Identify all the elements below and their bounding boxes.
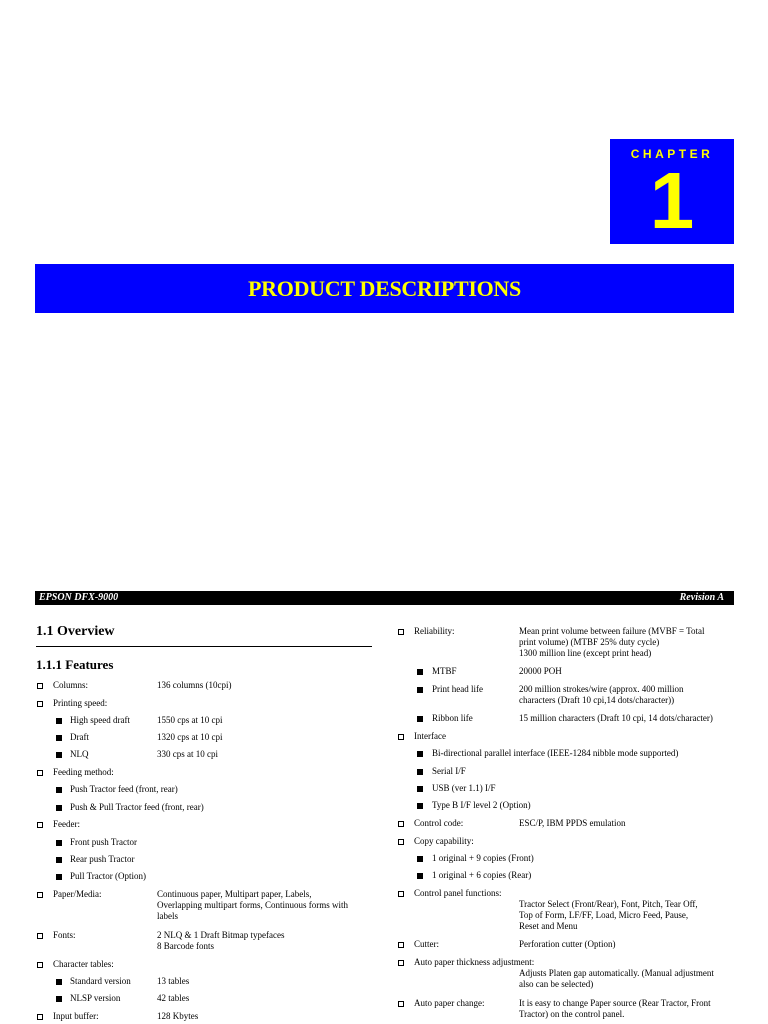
checkbox-bullet-icon: [37, 933, 43, 939]
feature-value: 1550 cps at 10 cpi: [157, 715, 223, 725]
feature-label: Rear push Tractor: [70, 854, 135, 864]
feature-label: Columns:: [53, 680, 89, 690]
square-bullet-icon: [56, 787, 62, 793]
feature-label: Fonts:: [53, 930, 76, 940]
subsection-heading: 1.1.1 Features: [36, 657, 114, 672]
section-rule: [36, 646, 372, 647]
feature-label: Reliability:: [414, 626, 455, 636]
feature-value: print volume) (MTBF 25% duty cycle): [519, 637, 660, 647]
checkbox-bullet-icon: [398, 942, 404, 948]
square-bullet-icon: [56, 979, 62, 985]
square-bullet-icon: [56, 996, 62, 1002]
feature-label: Control code:: [414, 818, 464, 828]
chapter-badge: [610, 139, 734, 244]
feature-value: Overlapping multipart forms, Continuous forms with: [157, 900, 348, 910]
feature-label: Cutter:: [414, 939, 439, 949]
checkbox-bullet-icon: [398, 821, 404, 827]
feature-label: Interface: [414, 731, 446, 741]
feature-value: 128 Kbytes: [157, 1011, 199, 1021]
header-product: EPSON DFX-9000: [39, 592, 119, 603]
feature-label: Push Tractor feed (front, rear): [70, 784, 178, 794]
feature-value: also can be selected): [519, 979, 594, 989]
chapter-number: 1: [649, 156, 695, 245]
running-header: [35, 591, 734, 605]
feature-label: NLQ: [70, 749, 89, 759]
feature-label: Feeder:: [53, 819, 80, 829]
feature-value: 200 million strokes/wire (approx. 400 million: [519, 684, 684, 694]
feature-value: 2 NLQ & 1 Draft Bitmap typefaces: [157, 930, 285, 940]
feature-value: 20000 POH: [519, 666, 562, 676]
feature-label: Ribbon life: [432, 713, 473, 723]
feature-value: characters (Draft 10 cpi,14 dots/character)): [519, 695, 675, 705]
square-bullet-icon: [56, 805, 62, 811]
feature-label: Feeding method:: [53, 767, 114, 777]
feature-label: Auto paper thickness adjustment:: [414, 957, 535, 967]
chapter-title: PRODUCT DESCRIPTIONS: [248, 275, 521, 301]
checkbox-bullet-icon: [398, 960, 404, 966]
feature-value: 1320 cps at 10 cpi: [157, 732, 223, 742]
feature-value: ESC/P, IBM PPDS emulation: [519, 818, 626, 828]
feature-label: Type B I/F level 2 (Option): [432, 800, 531, 810]
feature-label: Standard version: [70, 976, 131, 986]
feature-label: Auto paper change:: [414, 998, 485, 1008]
feature-label: Paper/Media:: [53, 889, 102, 899]
feature-label: Copy capability:: [414, 836, 474, 846]
feature-label: 1 original + 6 copies (Rear): [432, 870, 532, 880]
checkbox-bullet-icon: [398, 839, 404, 845]
feature-label: 1 original + 9 copies (Front): [432, 853, 534, 863]
feature-value: Mean print volume between failure (MVBF = Total: [519, 626, 705, 636]
checkbox-bullet-icon: [398, 1001, 404, 1007]
feature-value: Continuous paper, Multipart paper, Labels,: [157, 889, 312, 899]
feature-value: 15 million characters (Draft 10 cpi, 14 dots/character): [519, 713, 713, 723]
feature-label: USB (ver 1.1) I/F: [432, 783, 496, 793]
square-bullet-icon: [417, 786, 423, 792]
square-bullet-icon: [417, 687, 423, 693]
checkbox-bullet-icon: [37, 892, 43, 898]
section-heading: 1.1 Overview: [36, 624, 115, 639]
feature-label: Character tables:: [53, 959, 114, 969]
feature-value: 136 columns (10cpi): [157, 680, 232, 690]
feature-value: 42 tables: [157, 993, 190, 1003]
square-bullet-icon: [417, 769, 423, 775]
checkbox-bullet-icon: [37, 822, 43, 828]
feature-value: Perforation cutter (Option): [519, 939, 616, 949]
feature-label: Draft: [70, 732, 89, 742]
square-bullet-icon: [56, 752, 62, 758]
header-revision: Revision A: [679, 592, 724, 603]
feature-label: NLSP version: [70, 993, 121, 1003]
square-bullet-icon: [417, 716, 423, 722]
square-bullet-icon: [56, 857, 62, 863]
feature-value: 8 Barcode fonts: [157, 941, 214, 951]
square-bullet-icon: [56, 735, 62, 741]
feature-value: Adjusts Platen gap automatically. (Manual adjustment: [519, 968, 714, 978]
feature-value: 330 cps at 10 cpi: [157, 749, 218, 759]
square-bullet-icon: [417, 669, 423, 675]
square-bullet-icon: [417, 873, 423, 879]
feature-label: Control panel functions:: [414, 888, 502, 898]
feature-label: Input buffer:: [53, 1011, 99, 1021]
feature-value: Tractor Select (Front/Rear), Font, Pitch, Tear Off,: [519, 899, 698, 909]
feature-label: Front push Tractor: [70, 837, 138, 847]
chapter-word: CHAPTER: [630, 147, 714, 161]
feature-value: labels: [157, 911, 178, 921]
checkbox-bullet-icon: [37, 683, 43, 689]
checkbox-bullet-icon: [37, 770, 43, 776]
feature-label: Printing speed:: [53, 698, 108, 708]
square-bullet-icon: [56, 840, 62, 846]
checkbox-bullet-icon: [398, 891, 404, 897]
feature-value: Tractor) on the control panel.: [519, 1009, 625, 1019]
feature-value: Top of Form, LF/FF, Load, Micro Feed, Pause,: [519, 910, 689, 920]
checkbox-bullet-icon: [398, 629, 404, 635]
feature-label: Bi-directional parallel interface (IEEE-1284 nibble mode supported): [432, 748, 679, 758]
square-bullet-icon: [56, 718, 62, 724]
square-bullet-icon: [417, 803, 423, 809]
feature-label: MTBF: [432, 666, 457, 676]
square-bullet-icon: [417, 751, 423, 757]
feature-label: Serial I/F: [432, 766, 466, 776]
feature-label: Print head life: [432, 684, 483, 694]
feature-label: Pull Tractor (Option): [70, 871, 147, 881]
feature-value: 1300 million line (except print head): [519, 648, 652, 658]
chapter-title-bar: [35, 264, 734, 313]
feature-value: It is easy to change Paper source (Rear Tractor, Front: [519, 998, 711, 1008]
feature-value: 13 tables: [157, 976, 190, 986]
checkbox-bullet-icon: [37, 962, 43, 968]
feature-label: High speed draft: [70, 715, 130, 725]
feature-label: Push & Pull Tractor feed (front, rear): [70, 802, 204, 812]
square-bullet-icon: [56, 874, 62, 880]
square-bullet-icon: [417, 856, 423, 862]
feature-value: Reset and Menu: [519, 921, 578, 931]
checkbox-bullet-icon: [37, 1014, 43, 1020]
checkbox-bullet-icon: [398, 734, 404, 740]
checkbox-bullet-icon: [37, 701, 43, 707]
